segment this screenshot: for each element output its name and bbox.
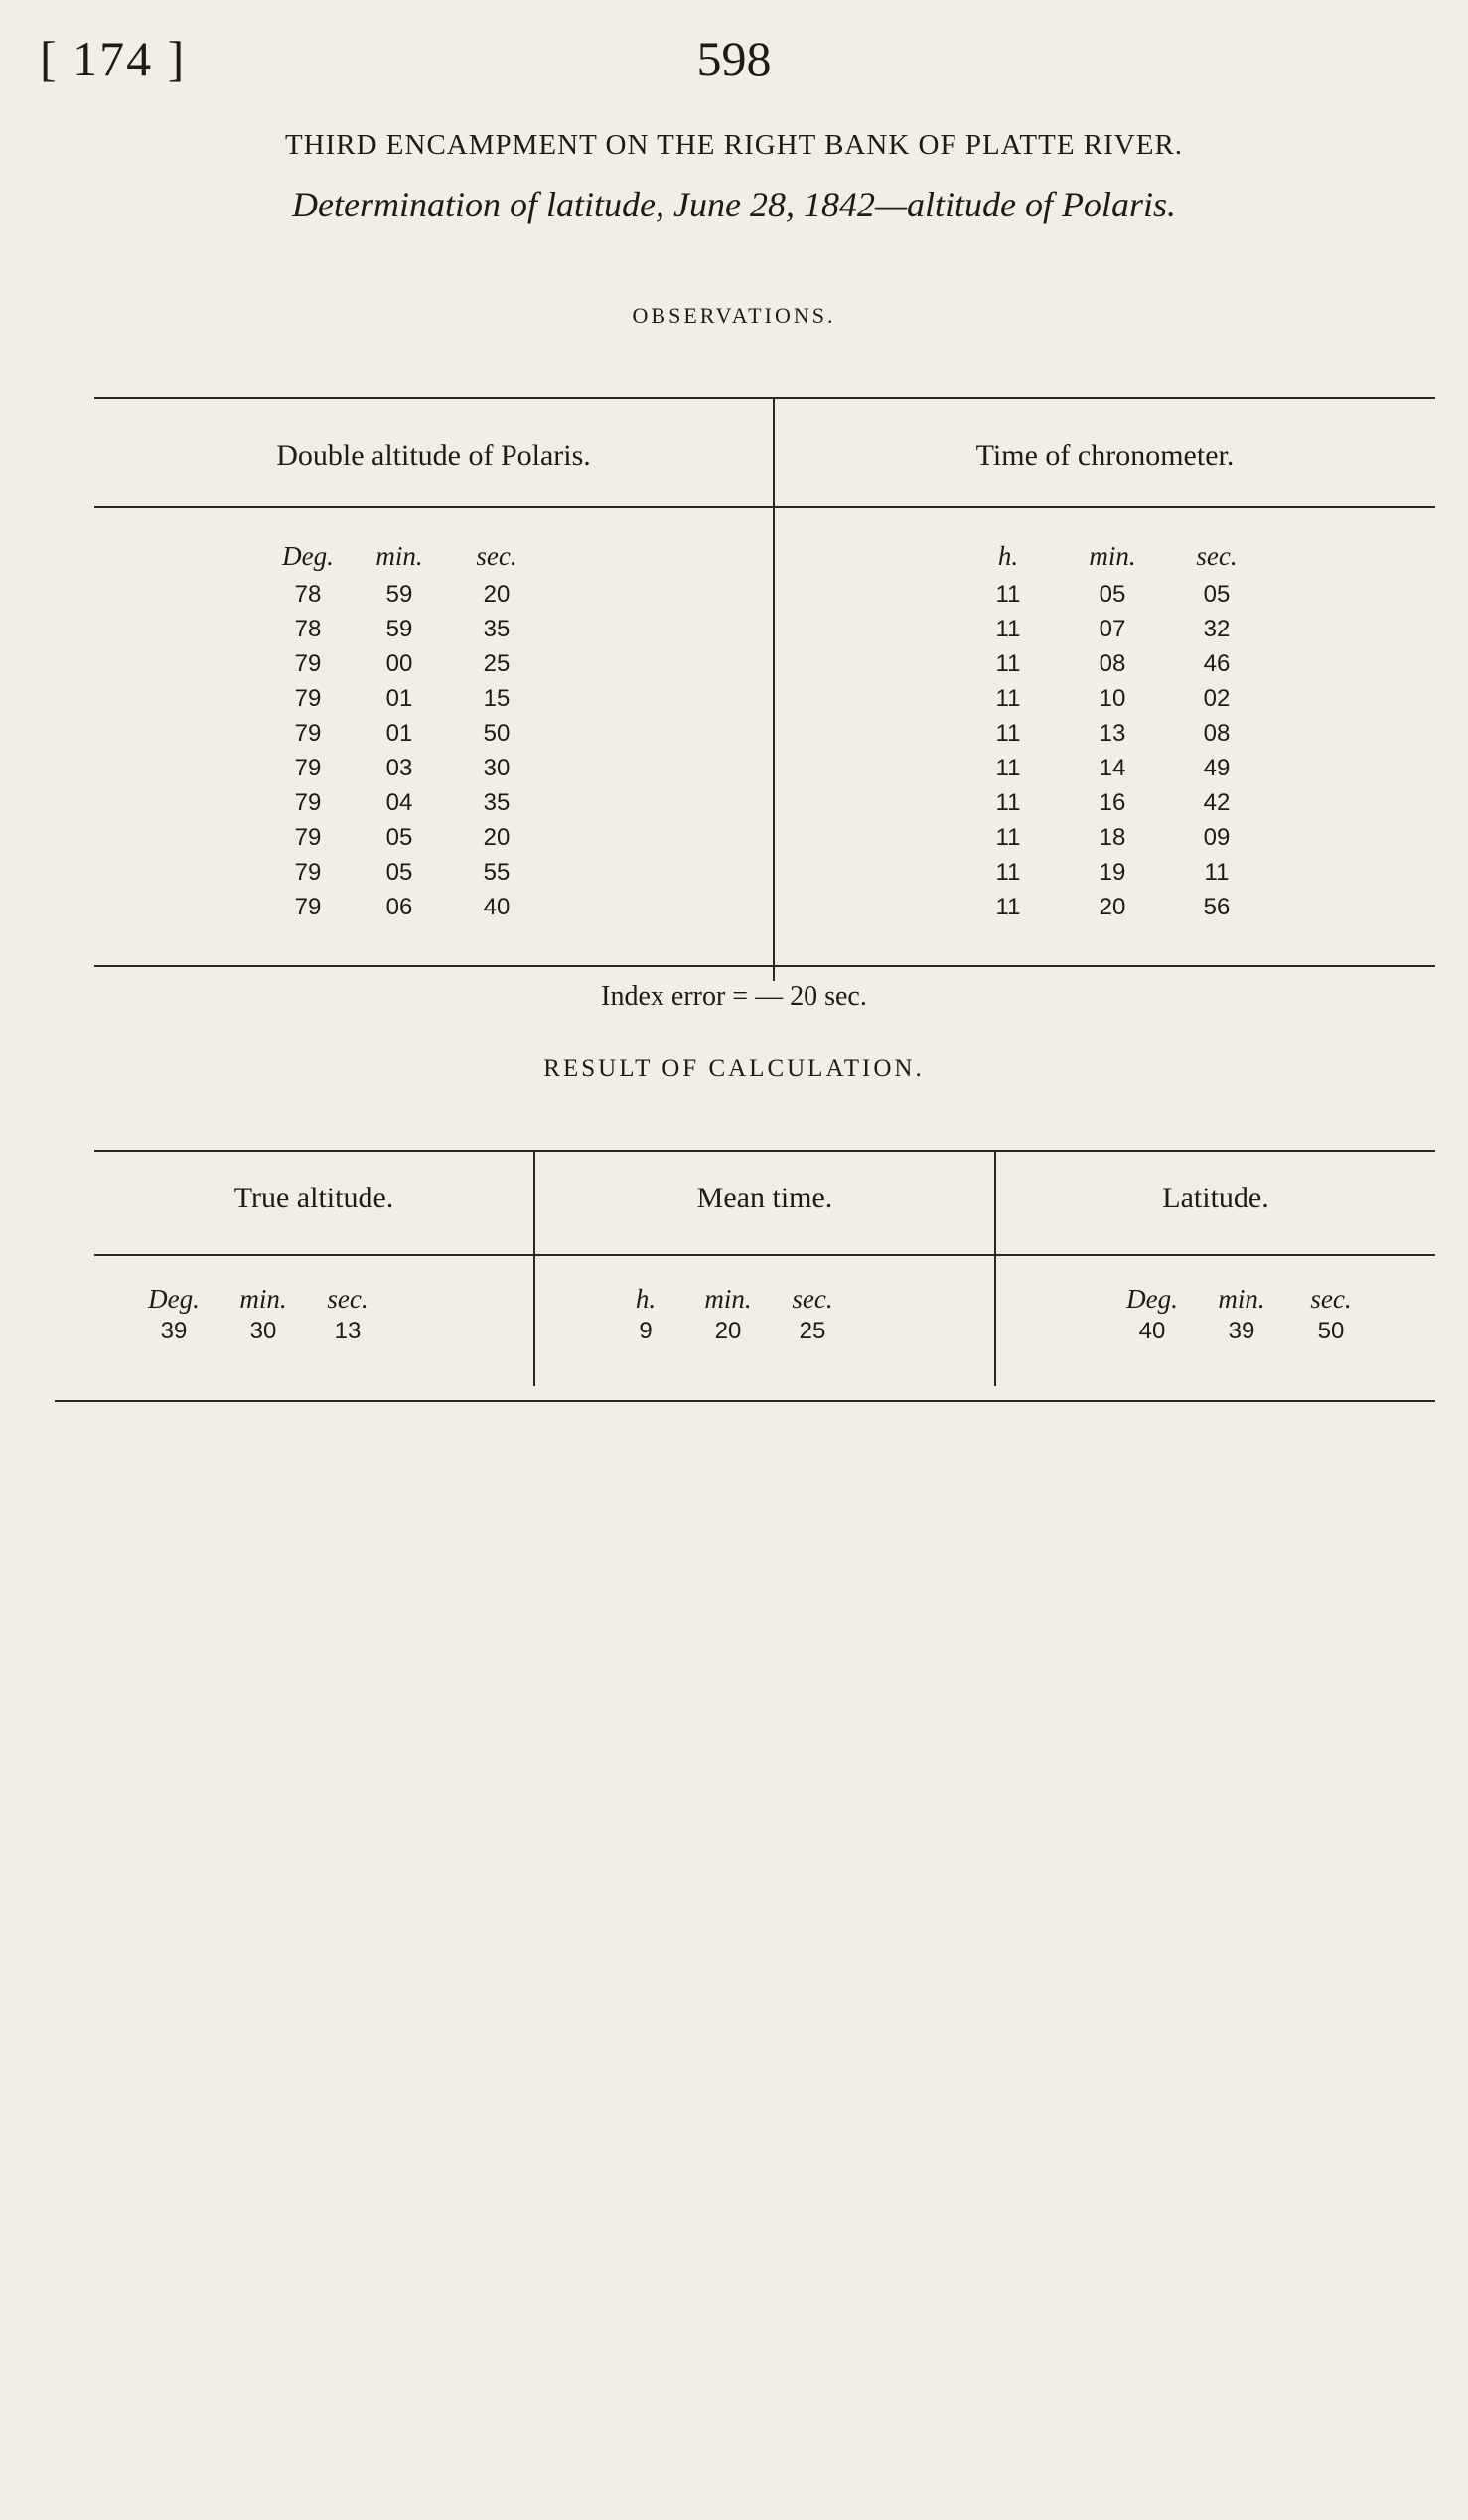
cell-alt-min: 01 <box>385 720 413 747</box>
cell-time-hours: 11 <box>995 894 1021 920</box>
cell-alt-min: 03 <box>385 755 413 781</box>
header-rule <box>94 506 1435 508</box>
table-bottom-rule <box>94 965 1435 967</box>
cell-alt-sec: 40 <box>483 894 511 920</box>
cell-time-sec: 49 <box>1203 755 1231 781</box>
cell-time-hours: 11 <box>995 824 1021 851</box>
result-unit-lat-sec: sec. <box>1310 1284 1352 1314</box>
cell-alt-sec: 55 <box>483 859 511 886</box>
result-unit-sec: sec. <box>327 1284 368 1314</box>
table-top-rule <box>94 397 1435 399</box>
cell-time-sec: 09 <box>1203 824 1231 851</box>
cell-alt-min: 05 <box>385 824 413 851</box>
table-row <box>0 789 1468 824</box>
mean-time-min: 20 <box>714 1318 742 1344</box>
result-top-rule <box>94 1150 1435 1152</box>
cell-alt-deg: 79 <box>294 685 322 712</box>
table-row <box>0 755 1468 789</box>
table-row <box>0 685 1468 720</box>
result-unit-lat-deg: Deg. <box>1126 1284 1178 1314</box>
latitude-min: 39 <box>1228 1318 1255 1344</box>
cell-time-hours: 11 <box>995 685 1021 712</box>
header-true-altitude: True altitude. <box>233 1182 394 1214</box>
cell-time-min: 05 <box>1099 581 1126 608</box>
cell-alt-deg: 79 <box>294 650 322 677</box>
index-error-note: Index error = — 20 sec. <box>601 981 867 1012</box>
cell-alt-deg: 79 <box>294 824 322 851</box>
cell-time-sec: 11 <box>1204 859 1230 886</box>
cell-time-sec: 08 <box>1203 720 1231 747</box>
cell-time-sec: 02 <box>1203 685 1231 712</box>
true-altitude-deg: 39 <box>160 1318 188 1344</box>
table-row <box>0 720 1468 755</box>
table-row <box>0 824 1468 859</box>
unit-sec: sec. <box>476 541 517 571</box>
cell-time-sec: 46 <box>1203 650 1231 677</box>
cell-time-sec: 32 <box>1203 616 1231 642</box>
cell-alt-sec: 30 <box>483 755 511 781</box>
cell-time-hours: 11 <box>995 616 1021 642</box>
header-double-altitude: Double altitude of Polaris. <box>276 439 591 472</box>
result-bottom-rule <box>55 1400 1435 1402</box>
table-row <box>0 581 1468 616</box>
cell-alt-sec: 35 <box>483 616 511 642</box>
mean-time-sec: 25 <box>799 1318 826 1344</box>
cell-time-hours: 11 <box>995 789 1021 816</box>
cell-time-min: 07 <box>1099 616 1126 642</box>
table-row <box>0 859 1468 894</box>
cell-alt-min: 06 <box>385 894 413 920</box>
unit-time-sec: sec. <box>1196 541 1238 571</box>
result-unit-time-min: min. <box>704 1284 752 1314</box>
unit-time-min: min. <box>1089 541 1136 571</box>
table-row <box>0 650 1468 685</box>
table-row <box>0 616 1468 650</box>
cell-alt-min: 01 <box>385 685 413 712</box>
cell-time-hours: 11 <box>995 755 1021 781</box>
cell-alt-deg: 79 <box>294 720 322 747</box>
cell-alt-deg: 79 <box>294 859 322 886</box>
cell-alt-deg: 79 <box>294 755 322 781</box>
cell-time-hours: 11 <box>995 581 1021 608</box>
cell-time-min: 14 <box>1099 755 1126 781</box>
header-chronometer-time: Time of chronometer. <box>975 439 1235 472</box>
cell-alt-sec: 15 <box>483 685 511 712</box>
cell-time-hours: 11 <box>995 720 1021 747</box>
page-title: THIRD ENCAMPMENT ON THE RIGHT BANK OF PLATTE RIVER. <box>284 129 1184 161</box>
result-unit-deg: Deg. <box>148 1284 200 1314</box>
true-altitude-sec: 13 <box>334 1318 362 1344</box>
page-number: 598 <box>696 31 772 86</box>
cell-time-sec: 56 <box>1203 894 1231 920</box>
cell-alt-sec: 20 <box>483 824 511 851</box>
cell-alt-sec: 50 <box>483 720 511 747</box>
cell-alt-min: 59 <box>385 581 413 608</box>
result-header-rule <box>94 1254 1435 1256</box>
cell-alt-min: 59 <box>385 616 413 642</box>
unit-hours: h. <box>997 541 1019 571</box>
header-latitude: Latitude. <box>1162 1182 1269 1214</box>
cell-alt-sec: 25 <box>483 650 511 677</box>
latitude-deg: 40 <box>1138 1318 1166 1344</box>
cell-alt-min: 04 <box>385 789 413 816</box>
cell-time-min: 20 <box>1099 894 1126 920</box>
cell-alt-min: 00 <box>385 650 413 677</box>
unit-min: min. <box>375 541 423 571</box>
result-heading: RESULT OF CALCULATION. <box>543 1055 925 1082</box>
mean-time-hours: 9 <box>639 1318 653 1344</box>
table-row <box>0 894 1468 928</box>
cell-alt-deg: 78 <box>294 616 322 642</box>
page-reference: [ 174 ] <box>40 31 187 86</box>
cell-alt-min: 05 <box>385 859 413 886</box>
cell-alt-sec: 35 <box>483 789 511 816</box>
cell-alt-deg: 79 <box>294 894 322 920</box>
cell-time-sec: 42 <box>1203 789 1231 816</box>
cell-time-min: 19 <box>1099 859 1126 886</box>
observation-rows <box>0 581 1468 928</box>
header-mean-time: Mean time. <box>696 1182 833 1214</box>
result-unit-min: min. <box>239 1284 287 1314</box>
true-altitude-min: 30 <box>249 1318 277 1344</box>
cell-time-hours: 11 <box>995 650 1021 677</box>
cell-alt-deg: 78 <box>294 581 322 608</box>
cell-time-min: 13 <box>1099 720 1126 747</box>
latitude-sec: 50 <box>1317 1318 1345 1344</box>
cell-time-min: 18 <box>1099 824 1126 851</box>
unit-deg: Deg. <box>282 541 334 571</box>
cell-time-min: 16 <box>1099 789 1126 816</box>
cell-time-min: 08 <box>1099 650 1126 677</box>
cell-alt-sec: 20 <box>483 581 511 608</box>
observations-heading: OBSERVATIONS. <box>632 303 836 328</box>
result-unit-lat-min: min. <box>1218 1284 1265 1314</box>
cell-alt-deg: 79 <box>294 789 322 816</box>
cell-time-min: 10 <box>1099 685 1126 712</box>
cell-time-hours: 11 <box>995 859 1021 886</box>
cell-time-sec: 05 <box>1203 581 1231 608</box>
result-unit-hours: h. <box>635 1284 657 1314</box>
result-unit-time-sec: sec. <box>792 1284 833 1314</box>
page-subtitle: Determination of latitude, June 28, 1842—altitude of Polaris. <box>292 185 1176 224</box>
